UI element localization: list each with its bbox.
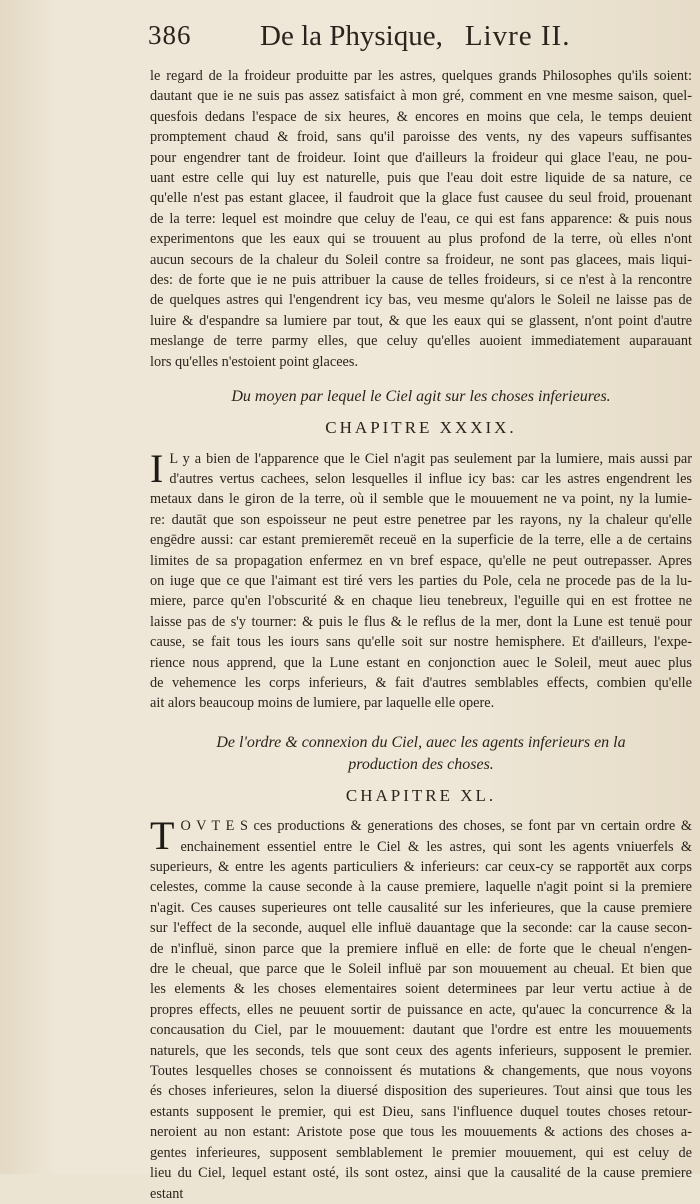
chapter-39-line-8: miere, parce qu'en l'obscurité & en chaque lieu tenebreux, l'eguille qui en est frottee ne [150, 593, 692, 610]
page-number: 386 [148, 20, 192, 50]
chapter-40-line-7: de n'influë, sinon parce que la premiere influë en elle: de forte que le cheual n'engen- [150, 940, 692, 957]
text-column [150, 66, 692, 1204]
chapter-40-line-14: és choses inferieures, selon la diuersé disposition des superieures. Tout ainsi que tous les [150, 1083, 692, 1100]
continuation-line-6: uant estre celle qui luy est naturelle, puis que l'eau doit estre liquide de sa nature, ce [150, 170, 692, 187]
dropcap-i: I [150, 445, 164, 491]
chapter-39-line-5: engēdre aussi: car estant premieremēt receuë en la superficie de la terre, elle a de certains [150, 532, 692, 549]
chapter-40-lines [150, 813, 692, 1204]
chapter-40-line-2: enchainement essentiel entre le Ciel & les astres, qui sont les agents vniuerfels & [180, 838, 692, 855]
chapter-39-heading: CHAPITRE XXXIX. [325, 418, 517, 438]
chapter-39-title: Du moyen par lequel le Ciel agit sur les choses inferieures. [231, 388, 611, 406]
chapter-40-line-12: naturels, que les seconds, tels que sont ceux des agents inferieurs, supposent le premier. [150, 1042, 692, 1059]
chapter-40-line-15: estants supposent le premier, qui est Dieu, sans l'influence duquel toutes choses retour- [150, 1103, 692, 1120]
chapter-39-body [150, 445, 692, 714]
chapter-40-line-16: neroient au non estant: Aristote pose que tous les mouuements & actions des choses a- [150, 1124, 692, 1141]
chapter-40-title [150, 732, 692, 776]
chapter-40-line-4: celestes, comme la cause seconde à la cause premiere, laquelle n'agit point si la premiere [150, 879, 692, 896]
chapter-39-line-7: on iuge que ce que l'aimant est tiré vers les parties du Pole, cela ne procede pas de la lu- [150, 572, 692, 589]
chapter-40-line-11: concausation du Ciel, par le mouuement: dautant que l'ordre est entre les mouuements [150, 1022, 692, 1039]
chapter-40-title-line1: De l'ordre & connexion du Ciel, auec les agents inferieurs en la [216, 733, 626, 751]
chapter-40-line-5: n'agit. Ces causes superieures ont telle causalité sur les inferieures, que la cause premiere [150, 899, 692, 916]
chapter-40-line-17: gentes inferieures, supposent semblablement le premier mouuement, qui est celuy de [150, 1144, 692, 1161]
continuation-line-11: des: de forte que ie ne puis attribuer la cause de telles froideurs, si ce n'est à la rencontre [150, 272, 692, 289]
continuation-line-7: qu'elle n'est pas estant glacee, il faudroit que la glace fust causee du seul froid, prouenant [150, 190, 692, 207]
chapter-40-line-13: Toutes lesquelles choses se connoissent és mutations & changements, que nous voyons [150, 1063, 692, 1080]
chapter-40-line-1: O V T E S ces productions & generations des choses, se font par vn certain ordre & [180, 818, 692, 835]
chapter-39-lines [150, 445, 692, 714]
continuation-line-8: de la terre: lequel est moindre que celuy de l'eau, ce qui est fans apparence: & puis nous [150, 210, 692, 227]
dropcap-t: T [150, 813, 175, 859]
book-label: Livre II. [464, 20, 571, 52]
chapter-39-line-13: ait alors beaucoup moins de lumiere, par laquelle elle opere. [150, 695, 495, 712]
running-header [148, 20, 700, 64]
continuation-line-5: pour engendrer tant de froideur. Ioint que d'ailleurs la froideur qui glace l'eau, ne pou- [150, 149, 692, 166]
chapter-40-line-6: sur l'effect de la seconde, auquel elle influë dauantage que la seconde: car la cause secon- [150, 920, 692, 937]
continuation-line-13: luire & d'espandre sa lumiere par tout, & que les eaux qui se glassent, n'ont point d'autre [150, 312, 692, 329]
continuation-line-12: de quelques astres qui l'engendrent icy bas, veu mesme qu'alors le Soleil ne laisse pas de [150, 292, 692, 309]
continuation-line-1: le regard de la froideur produitte par les astres, quelques grands Philosophes qu'ils soient: [150, 68, 692, 84]
continuation-line-4: promptement chaud & froid, sans qu'il paroisse des vents, ny des vapeurs suffisantes [150, 129, 692, 146]
chapter-40-line-19: estant [150, 1185, 184, 1202]
chapter-39-line-2: d'autres vertus cachees, selon lesquelles il influe icy bas: car les astres engendrent les [169, 470, 692, 487]
chapter-40-line-8: dre le cheual, que parce que le Soleil influë par son mouuement au cheual. Et bien que [150, 961, 692, 978]
running-title [260, 20, 570, 53]
chapter-39-line-3: metaux dans le giron de la terre, où il semble que le mouuement ne va point, ny la lumie- [150, 491, 692, 508]
continuation-line-14: meslange de terre parmy elles, que celuy qu'elles auoient immediatement auparauant [150, 333, 692, 350]
continuation-line-10: aucun secours de la chaleur du Soleil contre sa froideur, ne sont pas glacees, mais liqui- [150, 251, 692, 268]
continuation-line-9: experimentons que les eaux qui se trouuent au plus profond de la terre, où elles n'ont [150, 231, 692, 248]
chapter-39-line-1: L y a bien de l'apparence que le Ciel n'agit pas seulement par la lumiere, mais aussi par [169, 450, 692, 467]
chapter-40-line-9: les elements & les choses elementaires soient determinees par leur vertu actiue à de [150, 981, 692, 998]
chapter-39-line-10: cause, se fait tous les iours sans qu'elle soit sur nostre hemisphere. Et d'ailleurs, l'expe- [150, 634, 692, 651]
chapter-39-line-9: laisse pas de s'y tourner: & puis le flus & le reflus de la mer, dont la Lune est tenuë pour [150, 613, 692, 630]
chapter-40-title-line2: production des choses. [348, 755, 494, 773]
chapter-40-heading: CHAPITRE XL. [345, 785, 497, 805]
chapter-40-line-18: lieu du Ciel, lequel estant osté, ils sont ostez, ainsi que la causalité de la cause premiere [150, 1165, 692, 1182]
chapter-39-line-6: limites de sa propagation enfermez en vn bref espace, qu'elle ne peut outrepasser. Apres [150, 552, 692, 569]
continuation-line-2: dautant que ie ne suis pas assez satisfaict à mon gré, comment en vne mesme saison, quel- [150, 88, 692, 105]
paragraph-continuation [150, 66, 692, 372]
continuation-line-3: quesfois dedans l'espace de six heures, & encores en moins que cela, le temps deuient [150, 108, 692, 125]
chapter-40-line-10: propres effects, elles ne peuuent sortir de puissance en acte, qu'auec la concurrence & la [150, 1001, 692, 1018]
chapter-39-line-12: de vehemence les corps inferieurs, & fait d'autres semblables effects, combien qu'elle [150, 674, 692, 691]
running-title-text: De la Physique, [260, 20, 443, 52]
chapter-40-body [150, 813, 692, 1204]
chapter-40-line-3: superieurs, & entre les agents particuliers & inferieurs: car ceux-cy se rapportēt aux corps [150, 859, 692, 875]
chapter-39-line-11: rience nous apprend, que la Lune estant en conjonction auec le Soleil, meut auec plus [150, 654, 692, 671]
continuation-line-15: lors qu'elles n'estoient point glacees. [150, 353, 359, 370]
chapter-39-line-4: re: dautāt que son espoisseur ne peut estre penetree par les rayons, ny la chaleur qu'elle [150, 511, 692, 528]
